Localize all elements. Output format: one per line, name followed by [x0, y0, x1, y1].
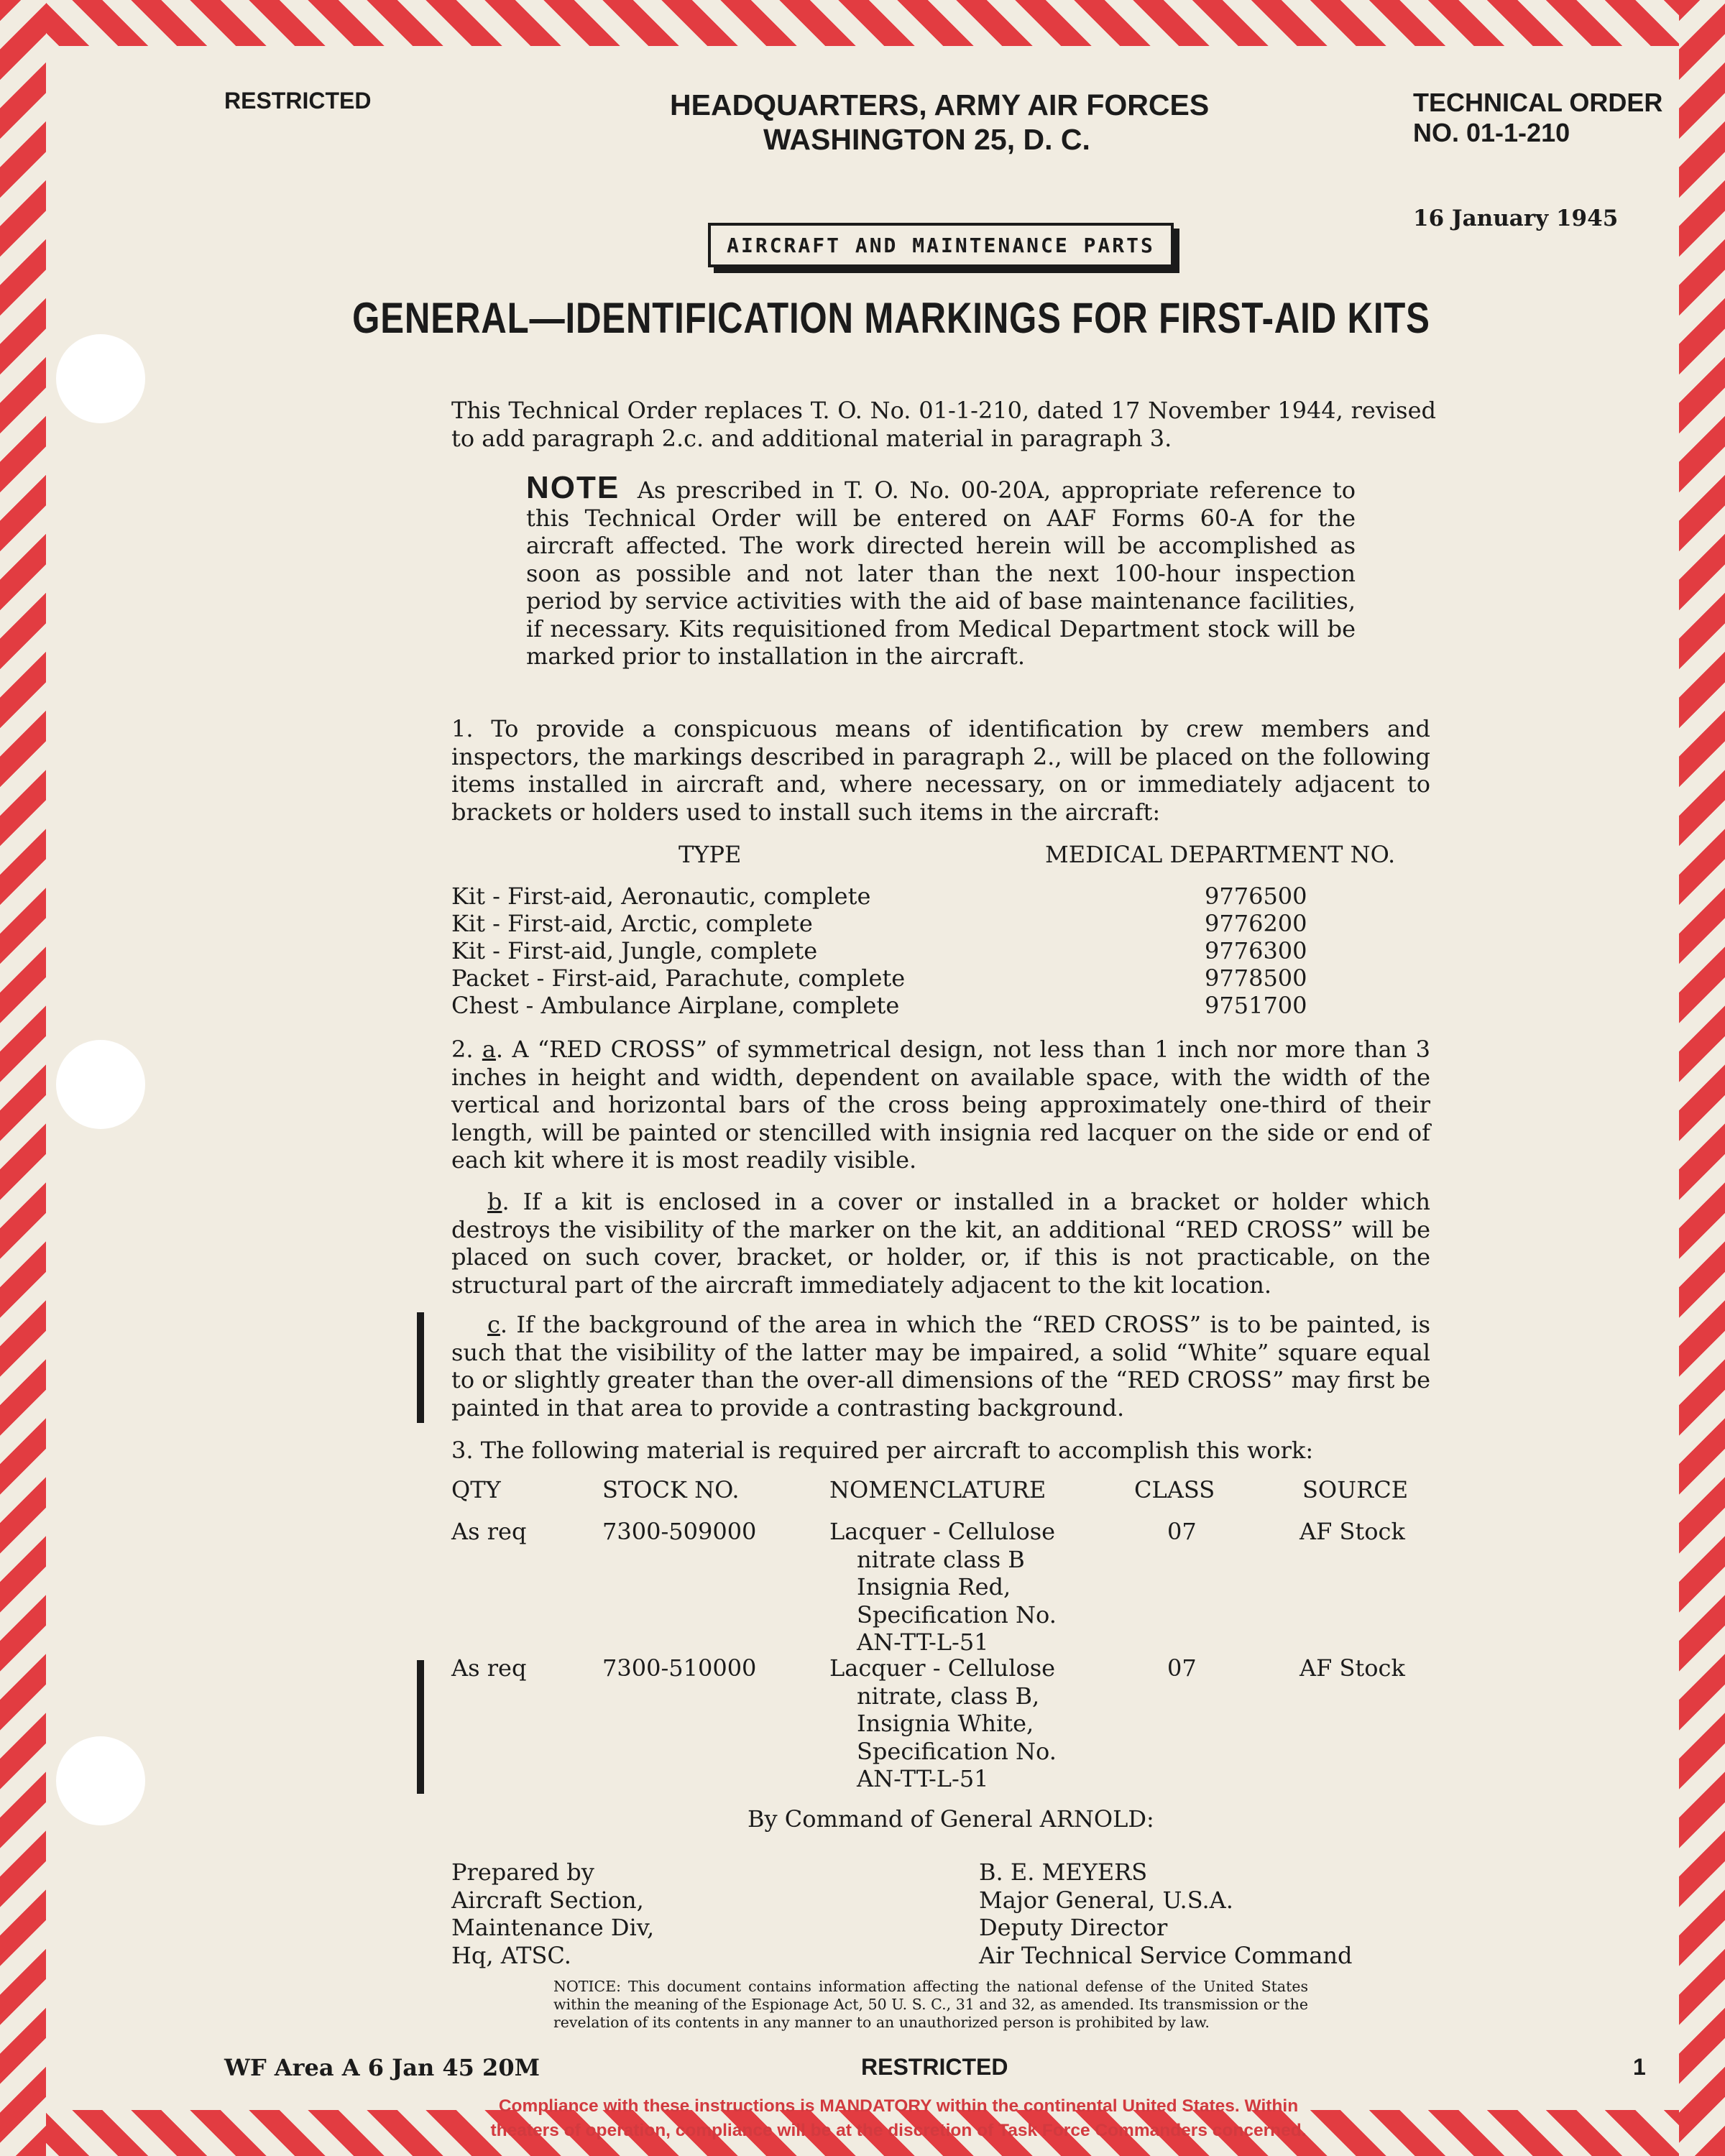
category-box: AIRCRAFT AND MAINTENANCE PARTS — [708, 223, 1174, 267]
kit-type: Packet - First-aid, Parachute, complete — [451, 964, 906, 992]
kit-number: 9778500 — [1205, 964, 1307, 992]
material-stock-no: 7300-509000 — [602, 1518, 757, 1545]
material-nomenclature: Lacquer - Cellulose nitrate class B Insignia Red, Specification No. AN-TT-L-51 — [829, 1518, 1057, 1656]
headquarters-block — [561, 88, 1351, 157]
classification-top: RESTRICTED — [224, 88, 372, 114]
paragraph-2b — [451, 1188, 1430, 1299]
binder-hole — [56, 1736, 145, 1825]
material-class: 07 — [1167, 1518, 1197, 1545]
prepared-by-block: Prepared by Aircraft Section, Maintenance Div, Hq, ATSC. — [451, 1858, 655, 1969]
paragraph-3: 3. The following material is required per aircraft to accomplish this work: — [451, 1437, 1314, 1464]
striped-border-left — [0, 0, 46, 2156]
materials-header-source: SOURCE — [1302, 1476, 1409, 1503]
by-command-line: By Command of General ARNOLD: — [748, 1805, 1154, 1833]
page-number: 1 — [1633, 2054, 1646, 2080]
kit-row — [451, 992, 1458, 1019]
note-text: As prescribed in T. O. No. 00-20A, appropriate reference to this Technical Order will be entered on AAF Forms 60-A for the aircraft affected. The work directed herein will be accomplished as soon as possible and not later than the next 100-hour inspection period by service activities with the aid of base maintenance facilities, if necessary. Kits requisitioned from Medical Department stock will be marked prior to installation in the aircraft. — [526, 476, 1356, 670]
binder-hole — [56, 334, 145, 423]
striped-border-top — [0, 0, 1725, 46]
materials-header-qty: QTY — [451, 1476, 501, 1503]
material-nomenclature: Lacquer - Cellulose nitrate, class B, Insignia White, Specification No. AN-TT-L-51 — [829, 1654, 1057, 1792]
material-stock-no: 7300-510000 — [602, 1654, 757, 1682]
kit-type: Kit - First-aid, Aeronautic, complete — [451, 883, 871, 910]
kit-number: 9776300 — [1205, 937, 1307, 964]
para2b-text: . If a kit is enclosed in a cover or installed in a bracket or holder which destroys the visibility of the marker on the kit, an additional “RED CROSS” will be placed on such cover, bracket, or holder, or, if this is not practicable, on the structural part of the aircraft immediately adjacent to the kit location. — [451, 1188, 1430, 1299]
compliance-notice — [431, 2094, 1366, 2143]
espionage-notice: NOTICE: This document contains information affecting the national defense of the United States within the meaning of the Espionage Act, 50 U. S. C., 31 and 32, as amended. Its transmission or the revelation of its contents in any manner to an unauthorized person is prohibited by law. — [553, 1978, 1308, 2031]
issue-date: 16 January 1945 — [1413, 206, 1619, 231]
paragraph-2c — [451, 1311, 1430, 1422]
classification-bottom: RESTRICTED — [861, 2054, 1008, 2080]
signer-block: B. E. MEYERS Major General, U.S.A. Deputy Director Air Technical Service Command — [979, 1858, 1353, 1969]
material-qty: As req — [451, 1518, 527, 1545]
kit-column-type: TYPE — [678, 841, 742, 868]
hq-line-1: HEADQUARTERS, ARMY AIR FORCES — [670, 88, 1210, 121]
kit-row — [451, 937, 1458, 964]
document-title: GENERAL—IDENTIFICATION MARKINGS FOR FIRST-AID KITS — [352, 294, 1430, 342]
revision-bar — [417, 1312, 424, 1423]
paragraph-2a — [451, 1036, 1430, 1174]
para2c-text: . If the background of the area in which the “RED CROSS” is to be painted, is such that the visibility of the latter may be impaired, a solid “White” square equal to or slightly greater than the over-all dimensions of the “RED CROSS” may first be painted in that area to provide a contrasting background. — [451, 1311, 1430, 1422]
materials-header-class: CLASS — [1134, 1476, 1215, 1503]
material-source: AF Stock — [1300, 1518, 1405, 1545]
compliance-line-2: theaters of operation, compliance will be at the discretion of Task Force Commanders concerned. — [490, 2121, 1307, 2140]
kit-number: 9751700 — [1205, 992, 1307, 1019]
para2b-letter: b — [487, 1188, 502, 1215]
paragraph-1: 1. To provide a conspicuous means of identification by crew members and inspectors, the markings described in paragraph 2., will be placed on the following items installed in aircraft and, where necessary, on or immediately adjacent to brackets or holders used to install such items in the aircraft: — [451, 715, 1430, 826]
material-class: 07 — [1167, 1654, 1197, 1682]
kit-type: Chest - Ambulance Airplane, complete — [451, 992, 900, 1019]
note-label: NOTE — [526, 470, 620, 505]
kit-column-medical-no: MEDICAL DEPARTMENT NO. — [1045, 841, 1396, 868]
para2a-prefix: 2. — [451, 1036, 482, 1063]
material-qty: As req — [451, 1654, 527, 1682]
hq-line-2: WASHINGTON 25, D. C. — [763, 123, 1090, 156]
kit-row — [451, 883, 1458, 910]
note-block — [526, 470, 1356, 671]
intro-paragraph: This Technical Order replaces T. O. No. 01-1-210, dated 17 November 1944, revised to add paragraph 2.c. and additional material in paragraph 3. — [451, 397, 1436, 452]
para2a-letter: a — [482, 1036, 496, 1063]
binder-hole — [56, 1040, 145, 1129]
footer-print-info: WF Area A 6 Jan 45 20M — [224, 2054, 540, 2081]
to-label: TECHNICAL ORDER — [1413, 88, 1663, 117]
kit-row — [451, 964, 1458, 992]
kit-type: Kit - First-aid, Arctic, complete — [451, 910, 813, 937]
striped-border-right — [1679, 0, 1725, 2156]
kit-number: 9776200 — [1205, 910, 1307, 937]
material-source: AF Stock — [1300, 1654, 1405, 1682]
para2a-text: . A “RED CROSS” of symmetrical design, not less than 1 inch nor more than 3 inches in height and width, dependent on available space, with the width of the vertical and horizontal bars of the cross being approximately one-third of their length, will be painted or stencilled with insignia red lacquer on the side or end of each kit where it is most readily visible. — [451, 1036, 1431, 1174]
to-number: NO. 01-1-210 — [1413, 118, 1570, 147]
technical-order-block — [1413, 88, 1662, 148]
kit-type: Kit - First-aid, Jungle, complete — [451, 937, 818, 964]
revision-bar — [417, 1660, 424, 1794]
kit-row — [451, 910, 1458, 937]
materials-header-nomenclature: NOMENCLATURE — [829, 1476, 1046, 1503]
kit-number: 9776500 — [1205, 883, 1307, 910]
para2c-letter: c — [487, 1311, 500, 1338]
materials-header-stock: STOCK NO. — [602, 1476, 740, 1503]
compliance-line-1: Compliance with these instructions is MANDATORY within the continental United States. Within — [498, 2096, 1299, 2116]
